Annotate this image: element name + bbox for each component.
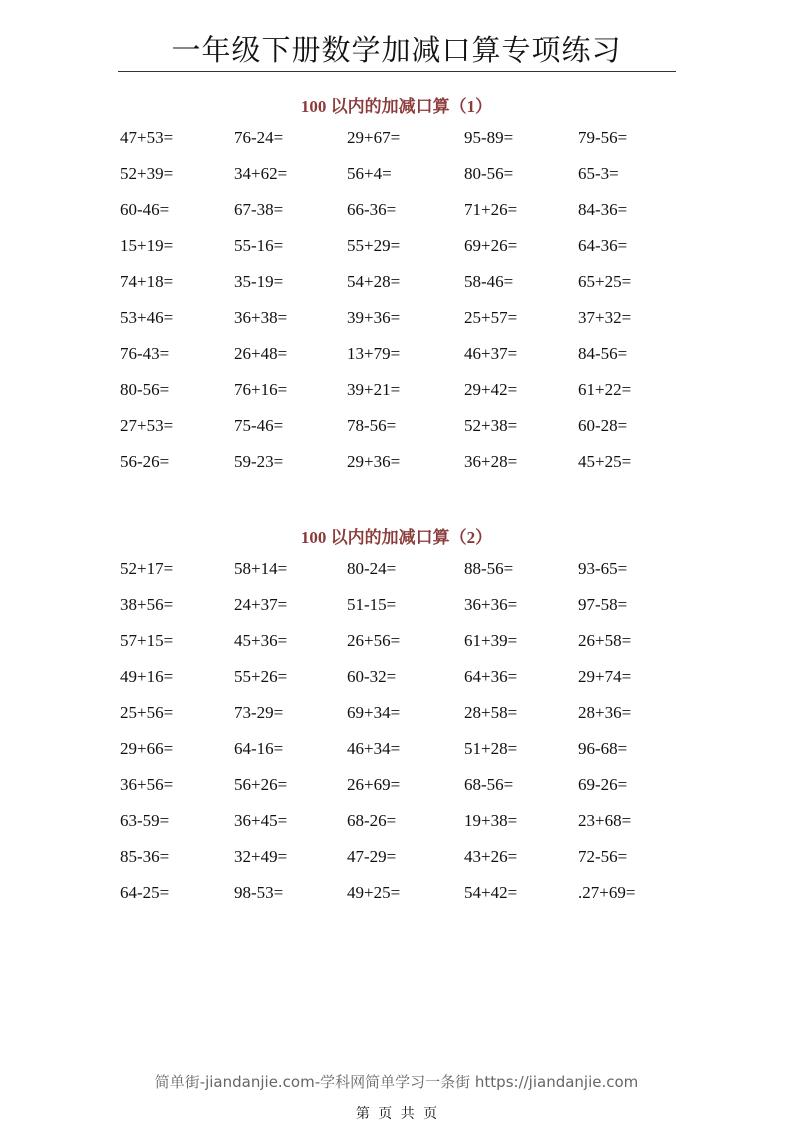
problem-item: 64-25= — [120, 883, 170, 902]
problem-item: 74+18= — [120, 272, 174, 291]
problem-item: 64+36= — [464, 667, 518, 686]
problem-item: 35-19= — [234, 272, 284, 291]
problem-item: 19+38= — [464, 811, 518, 830]
problem-item: 72-56= — [578, 847, 628, 866]
problem-item: 93-65= — [578, 559, 628, 578]
problem-item: 98-53= — [234, 883, 284, 902]
title-underline — [118, 71, 676, 72]
problem-item: 60-32= — [347, 667, 397, 686]
problem-item: 28+58= — [464, 703, 518, 722]
problem-item: 56-26= — [120, 452, 170, 471]
problem-item: 29+74= — [578, 667, 632, 686]
problem-item: 88-56= — [464, 559, 514, 578]
problem-item: 37+32= — [578, 308, 632, 327]
problem-item: 47+53= — [120, 128, 174, 147]
problem-item: 96-68= — [578, 739, 628, 758]
problem-item: 61+22= — [578, 380, 632, 399]
problem-item: 46+34= — [347, 739, 401, 758]
problem-item: 79-56= — [578, 128, 628, 147]
problem-item: 49+25= — [347, 883, 401, 902]
problem-item: 25+56= — [120, 703, 174, 722]
section-title-1: 100 以内的加减口算（1） — [300, 97, 493, 116]
problem-item: 26+56= — [347, 631, 401, 650]
problem-item: 75-46= — [234, 416, 284, 435]
problem-item: 68-56= — [464, 775, 514, 794]
problem-item: 34+62= — [234, 164, 288, 183]
problem-item: 52+17= — [120, 559, 174, 578]
problem-item: 43+26= — [464, 847, 518, 866]
problem-item: 36+38= — [234, 308, 288, 327]
problem-item: 32+49= — [234, 847, 288, 866]
problem-item: 29+42= — [464, 380, 518, 399]
problem-item: 63-59= — [120, 811, 170, 830]
problem-item: 26+69= — [347, 775, 401, 794]
problem-item: 57+15= — [120, 631, 174, 650]
problem-item: 29+67= — [347, 128, 401, 147]
problem-item: 65+25= — [578, 272, 632, 291]
problem-item: 60-28= — [578, 416, 628, 435]
problem-item: 95-89= — [464, 128, 514, 147]
problem-item: 36+45= — [234, 811, 288, 830]
problem-item: 56+4= — [347, 164, 392, 183]
problem-item: 65-3= — [578, 164, 619, 183]
problem-item: 76-24= — [234, 128, 284, 147]
problem-item: 39+36= — [347, 308, 401, 327]
problem-item: 36+28= — [464, 452, 518, 471]
problem-item: 69+26= — [464, 236, 518, 255]
problem-item: 52+39= — [120, 164, 174, 183]
problem-item: 85-36= — [120, 847, 170, 866]
problem-item: 45+25= — [578, 452, 632, 471]
problem-item: 80-56= — [120, 380, 170, 399]
footer-site-text: 简单街-jiandanjie.com-学科网简单学习一条街 https://jiandanjie.com — [154, 1073, 639, 1091]
problem-item: 54+42= — [464, 883, 518, 902]
problem-item: 55+29= — [347, 236, 401, 255]
problem-item: 15+19= — [120, 236, 174, 255]
problem-item: 76-43= — [120, 344, 170, 363]
problem-item: 69+34= — [347, 703, 401, 722]
problem-item: 45+36= — [234, 631, 288, 650]
problem-item: 55-16= — [234, 236, 284, 255]
problem-item: 29+66= — [120, 739, 174, 758]
problem-item: 47-29= — [347, 847, 397, 866]
footer-page-number: 第 页 共 页 — [355, 1106, 438, 1122]
problem-item: 55+26= — [234, 667, 288, 686]
problem-item: 56+26= — [234, 775, 288, 794]
problem-item: 97-58= — [578, 595, 628, 614]
problem-item: 28+36= — [578, 703, 632, 722]
problem-item: 66-36= — [347, 200, 397, 219]
problem-item: 64-36= — [578, 236, 628, 255]
problem-item: 68-26= — [347, 811, 397, 830]
problem-item: 61+39= — [464, 631, 518, 650]
problem-item: 59-23= — [234, 452, 284, 471]
problem-item: 58-46= — [464, 272, 514, 291]
problem-item: 76+16= — [234, 380, 288, 399]
problem-item: 51-15= — [347, 595, 397, 614]
problem-item: 39+21= — [347, 380, 401, 399]
problem-item: 73-29= — [234, 703, 284, 722]
problem-item: 26+58= — [578, 631, 632, 650]
problem-item: 23+68= — [578, 811, 632, 830]
problem-item: 84-36= — [578, 200, 628, 219]
problem-item: 36+36= — [464, 595, 518, 614]
section-title-2: 100 以内的加减口算（2） — [300, 528, 493, 547]
problem-item: 38+56= — [120, 595, 174, 614]
problem-item: 26+48= — [234, 344, 288, 363]
page-title: 一年级下册数学加减口算专项练习 — [171, 33, 622, 67]
problem-item: 84-56= — [578, 344, 628, 363]
problem-item: 46+37= — [464, 344, 518, 363]
problem-item: 24+37= — [234, 595, 288, 614]
problem-item: 67-38= — [234, 200, 284, 219]
problem-item: 71+26= — [464, 200, 518, 219]
problem-item: 78-56= — [347, 416, 397, 435]
problem-item: 13+79= — [347, 344, 401, 363]
problem-item: 54+28= — [347, 272, 401, 291]
problem-item: 29+36= — [347, 452, 401, 471]
problem-item: 25+57= — [464, 308, 518, 327]
problem-item: 52+38= — [464, 416, 518, 435]
problem-item: 80-56= — [464, 164, 514, 183]
problem-item: 36+56= — [120, 775, 174, 794]
problem-item: 69-26= — [578, 775, 628, 794]
problem-item: 27+53= — [120, 416, 174, 435]
problem-item: 58+14= — [234, 559, 288, 578]
problem-item: 64-16= — [234, 739, 284, 758]
problem-item: .27+69= — [578, 883, 636, 902]
problem-item: 51+28= — [464, 739, 518, 758]
problem-item: 53+46= — [120, 308, 174, 327]
problem-item: 80-24= — [347, 559, 397, 578]
problem-item: 49+16= — [120, 667, 174, 686]
problem-item: 60-46= — [120, 200, 170, 219]
